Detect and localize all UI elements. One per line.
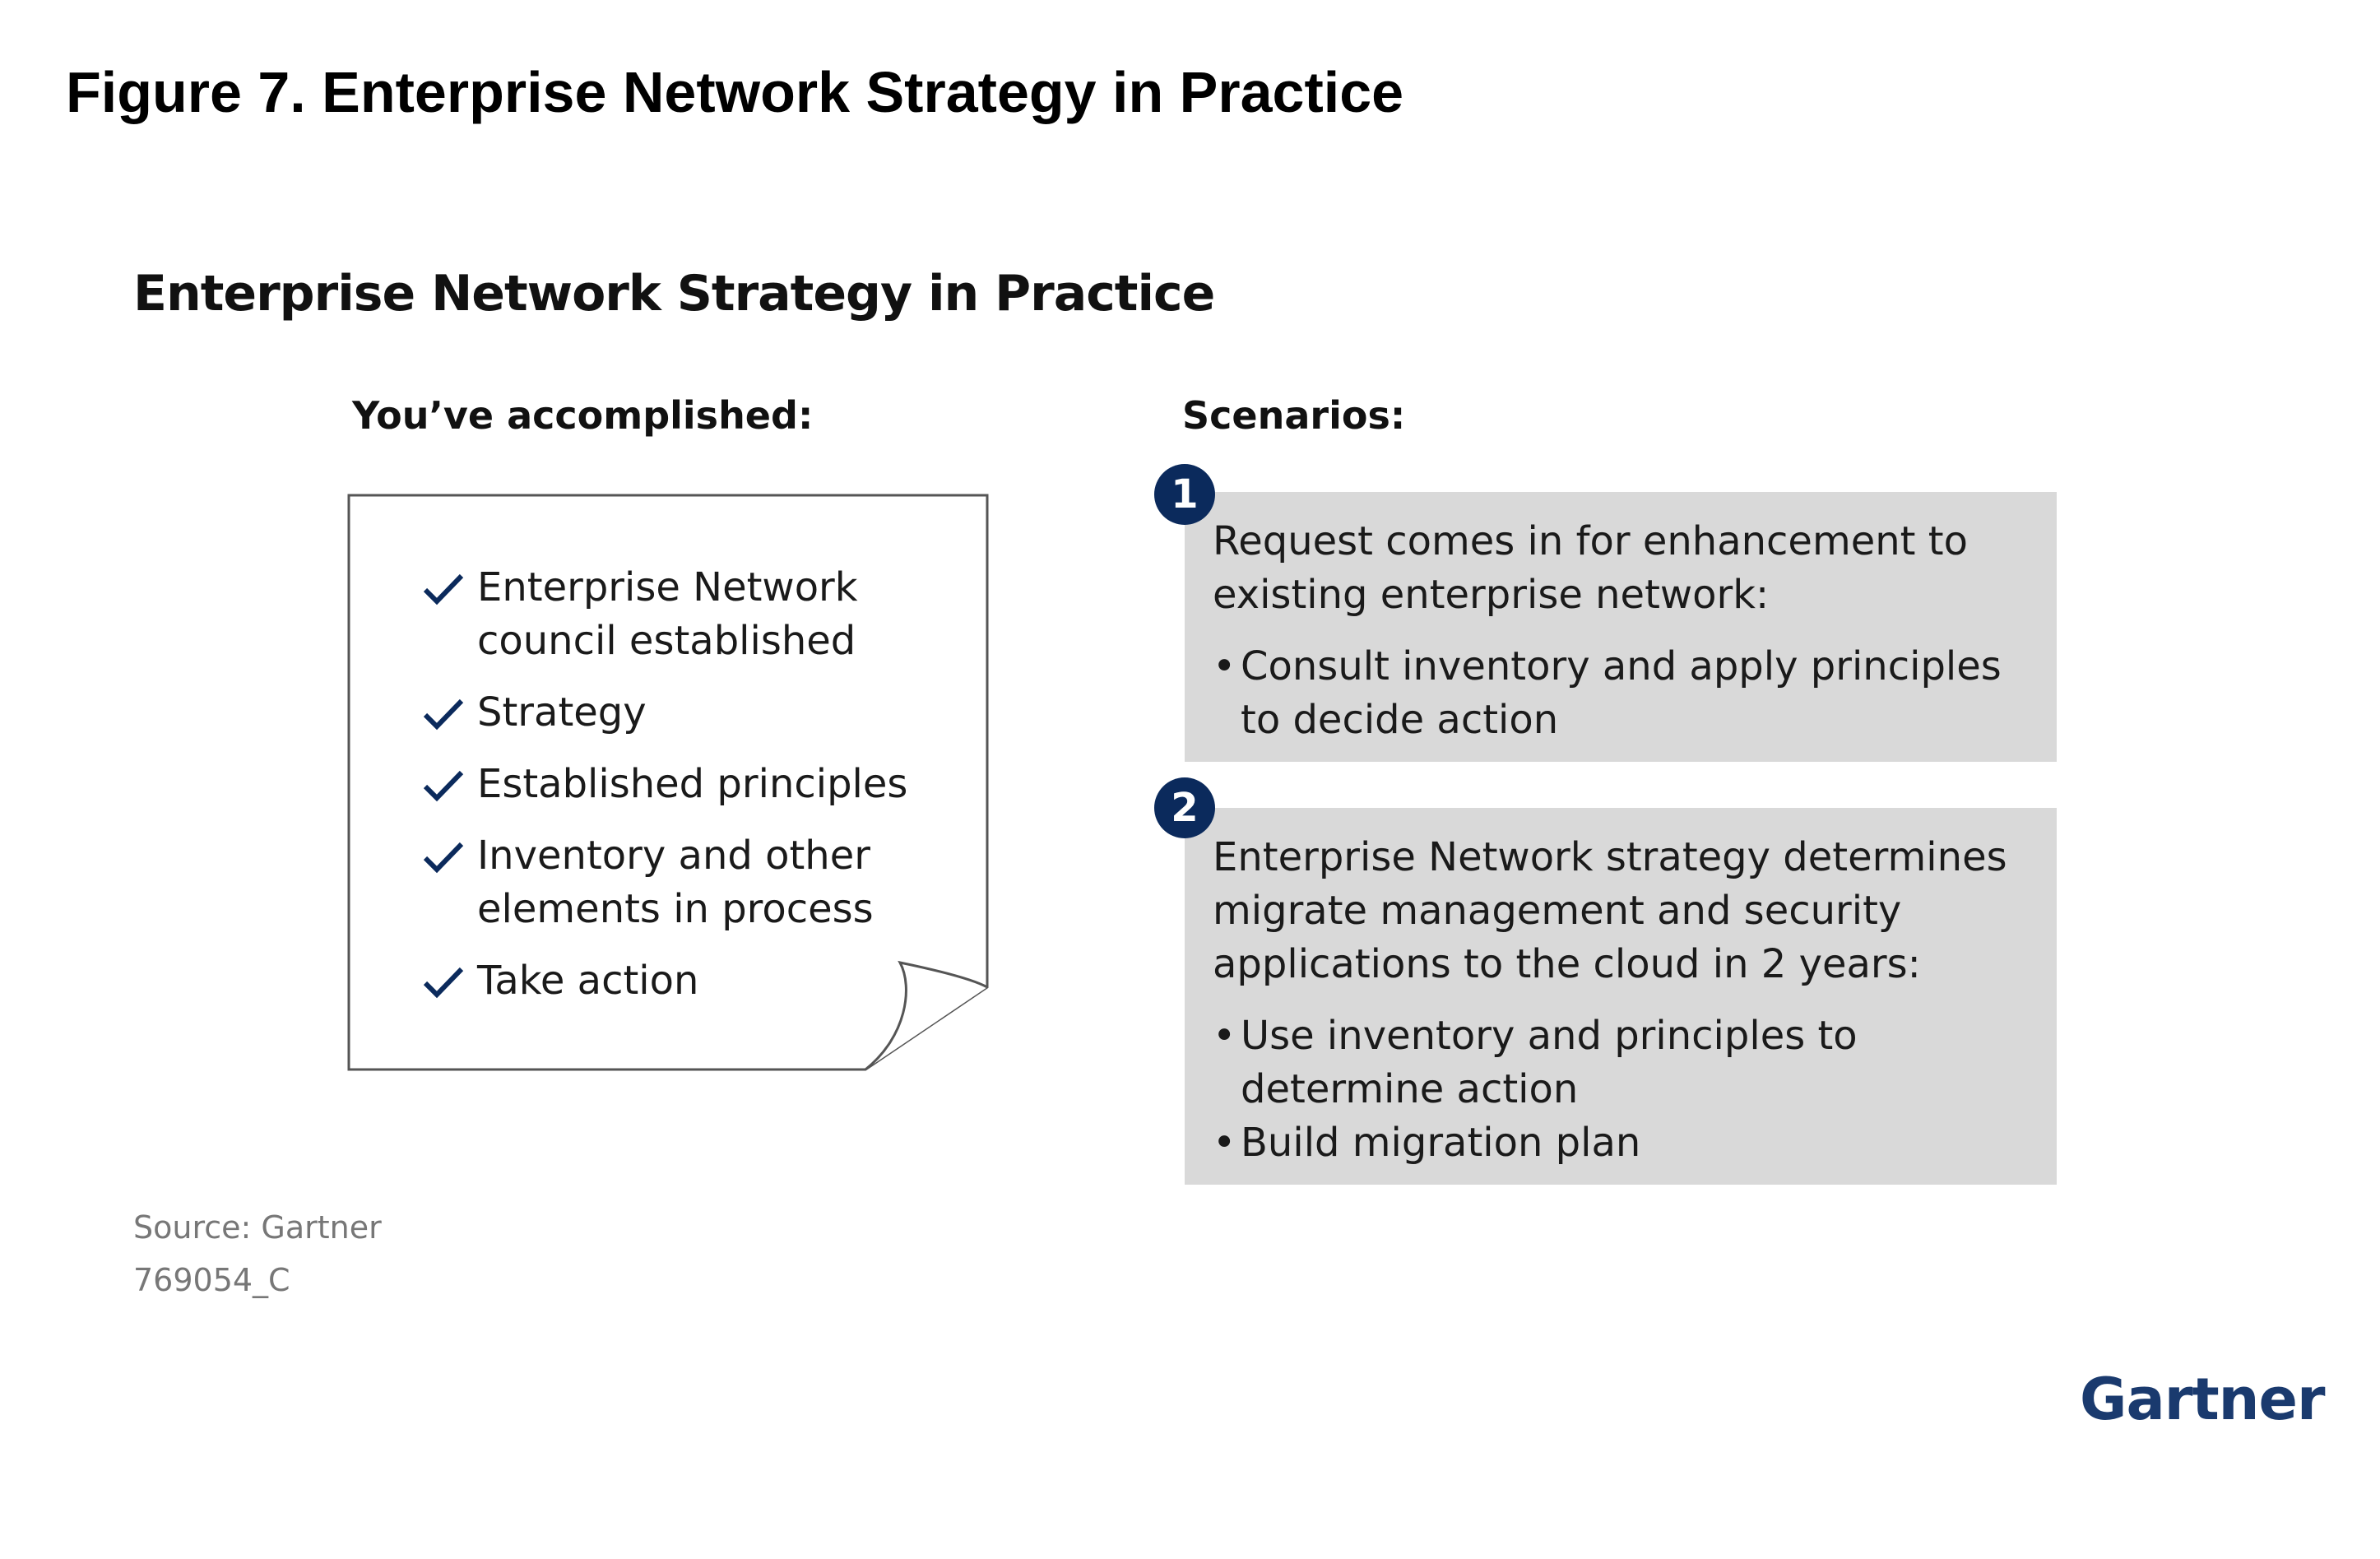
scenario-lead-line: Request comes in for enhancement to (1213, 518, 1968, 564)
scenario-2-box (1185, 808, 2057, 1185)
accomplished-item-line: Enterprise Network (477, 564, 858, 610)
bullet-dot-icon: • (1213, 643, 1236, 689)
accomplished-item-line: elements in process (477, 886, 874, 932)
scenario-1-bullets (1213, 640, 2032, 747)
scenarios-heading: Scenarios: (1182, 393, 1406, 438)
accomplished-item-line: Strategy (477, 689, 647, 735)
checkmark-icon (423, 573, 464, 606)
accomplished-item (423, 686, 949, 740)
accomplished-note-card (347, 494, 989, 1071)
checkmark-icon (423, 841, 464, 874)
accomplished-item (423, 954, 949, 1008)
scenario-1-box (1185, 492, 2057, 762)
scenario-bullet-line: determine action (1241, 1066, 1579, 1112)
scenario-bullet-line: Use inventory and principles to (1241, 1013, 1858, 1059)
source-note: Source: Gartner (133, 1209, 382, 1246)
scenario-2-bullets (1213, 1009, 2032, 1170)
accomplished-list (423, 561, 949, 1026)
accomplished-item-line: Established principles (477, 761, 908, 807)
scenario-lead-line: Enterprise Network strategy determines (1213, 834, 2007, 880)
scenario-lead-line: applications to the cloud in 2 years: (1213, 941, 1921, 987)
scenario-bullet (1213, 1116, 2032, 1170)
checkmark-icon (423, 966, 464, 999)
scenario-lead-line: migrate management and security (1213, 888, 1902, 934)
scenario-2-number-badge: 2 (1154, 777, 1215, 838)
bullet-dot-icon: • (1213, 1120, 1236, 1166)
diagram-title: Enterprise Network Strategy in Practice (133, 265, 1215, 322)
accomplished-item-line: council established (477, 618, 856, 664)
checkmark-icon (423, 769, 464, 802)
accomplished-item (423, 758, 949, 811)
figure-id: 769054_C (133, 1262, 290, 1298)
accomplished-heading: You’ve accomplished: (352, 393, 814, 438)
bullet-dot-icon: • (1213, 1013, 1236, 1059)
scenario-bullet-line: Consult inventory and apply principles (1241, 643, 2002, 689)
figure-title: Figure 7. Enterprise Network Strategy in Practice (66, 60, 1404, 124)
scenario-bullet (1213, 1009, 2032, 1116)
accomplished-item-line: Inventory and other (477, 833, 870, 879)
accomplished-item (423, 561, 949, 668)
scenario-bullet-line: to decide action (1241, 697, 1559, 743)
scenario-1-number-badge: 1 (1154, 464, 1215, 525)
scenario-bullet (1213, 640, 2032, 747)
scenario-bullet-line: Build migration plan (1241, 1120, 1641, 1166)
checkmark-icon (423, 698, 464, 731)
scenario-2-lead (1213, 831, 2032, 991)
scenario-lead-line: existing enterprise network: (1213, 572, 1770, 618)
accomplished-item (423, 829, 949, 936)
accomplished-item-line: Take action (477, 958, 699, 1004)
gartner-logo: Gartner (2080, 1366, 2325, 1433)
scenario-1-lead (1213, 515, 2032, 622)
